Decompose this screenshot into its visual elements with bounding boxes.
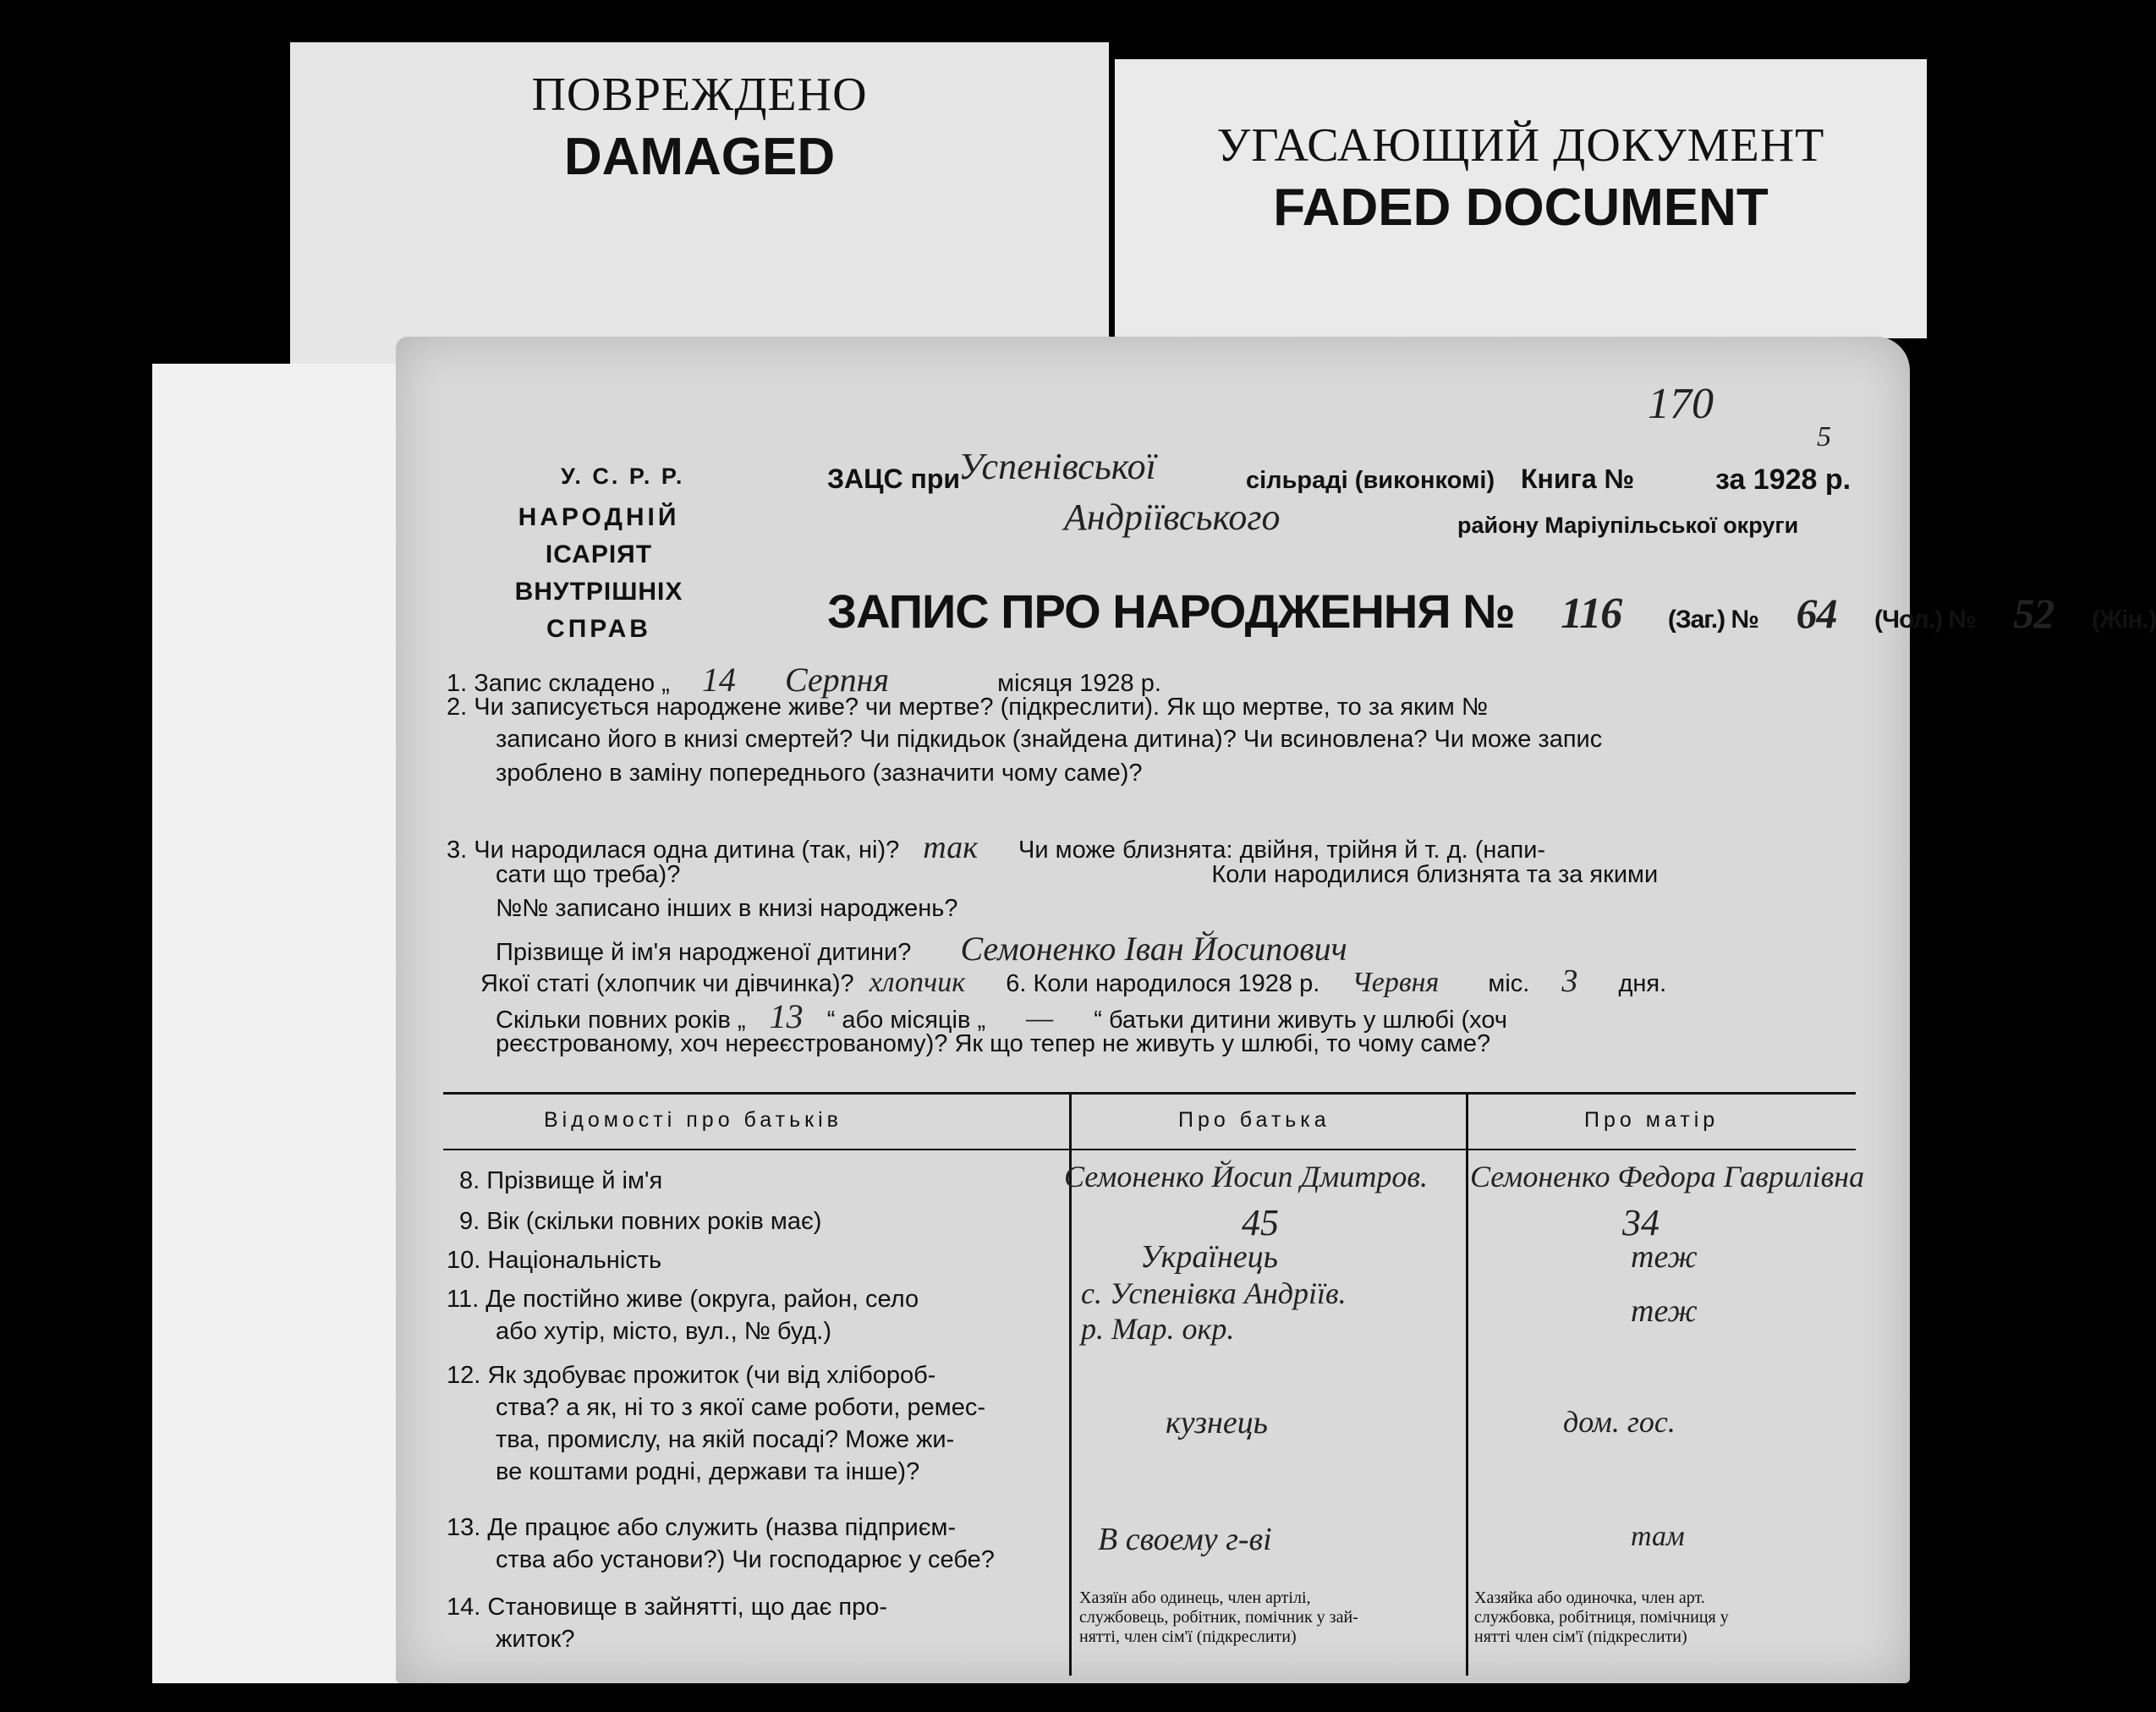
row-14-father-2: службовець, робітник, помічник у зай- bbox=[1079, 1608, 1358, 1627]
row-12-father: кузнець bbox=[1166, 1405, 1268, 1440]
damaged-ru-text: ПОВРЕЖДЕНО bbox=[531, 69, 868, 121]
table-head-mother: Про матір bbox=[1584, 1108, 1720, 1132]
general-label: (Заг.) № bbox=[1667, 606, 1758, 634]
faded-label-card bbox=[1115, 59, 1927, 338]
table-top-rule bbox=[443, 1092, 1856, 1095]
faded-ru-text: УГАСАЮЩИЙ ДОКУМЕНТ bbox=[1216, 119, 1825, 172]
row-8-father: Семоненко Йосип Дмитров. bbox=[1064, 1160, 1428, 1193]
q1-label: 1. Запис складено „ bbox=[447, 670, 670, 697]
ussr-label: У. С. Р. Р. bbox=[561, 464, 685, 489]
q3-line-2a: сати що треба)? bbox=[496, 861, 681, 888]
row-12-question: 12. Як здобуває прожиток (чи від хлібороб- bbox=[447, 1362, 936, 1389]
zags-council: сільраді (виконкомі) bbox=[1246, 467, 1495, 494]
damaged-label-card bbox=[290, 42, 1109, 364]
record-number: 116 bbox=[1561, 590, 1622, 638]
table-head-rule bbox=[443, 1149, 1856, 1150]
table-head-info: Відомості про батьків bbox=[544, 1108, 842, 1132]
q7-years: 13 bbox=[769, 997, 804, 1035]
row-10-mother: теж bbox=[1631, 1239, 1698, 1275]
q7-months-label: “ або місяців „ bbox=[826, 1007, 986, 1034]
row-10-father: Українець bbox=[1140, 1239, 1278, 1275]
row-12-question-3: тва, промислу, на якій посаді? Може жи- bbox=[496, 1426, 955, 1453]
q6-dnya: дня. bbox=[1618, 970, 1667, 997]
zags-prefix: ЗАЦС при bbox=[827, 464, 961, 494]
year-label: за 1928 р. bbox=[1715, 464, 1852, 496]
record-title-text: ЗАПИС ПРО НАРОДЖЕННЯ № bbox=[827, 584, 1515, 638]
row-13-question: 13. Де працює або служить (назва підприєм- bbox=[447, 1514, 957, 1541]
row-13-mother: там bbox=[1631, 1521, 1685, 1552]
ministry-line-3: СПРАВ bbox=[546, 615, 651, 643]
row-13-father: В своему г-ві bbox=[1098, 1522, 1272, 1557]
ministry-line-1: НАРОДНІЙ bbox=[518, 503, 680, 531]
table-divider-2 bbox=[1466, 1092, 1468, 1676]
female-label: (Жін.) bbox=[2091, 606, 2156, 634]
female-number: 52 bbox=[2013, 590, 2055, 637]
q7-months: — bbox=[1026, 1001, 1054, 1034]
faded-en-text: FADED DOCUMENT bbox=[1273, 178, 1769, 237]
row-11-father: с. Успенівка Андріїв. bbox=[1081, 1276, 1347, 1310]
q7-line-2: реєстрованому, хоч нереєстрованому)? Як що тепер не живуть у шлюбі, то чому саме? bbox=[496, 1030, 1491, 1057]
q1-day: 14 bbox=[701, 661, 736, 699]
q6-label: 6. Коли народилося 1928 р. bbox=[1006, 970, 1320, 997]
district-label: району Маріупільської округи bbox=[1457, 513, 1799, 538]
q3-label: 3. Чи народилася одна дитина (так, ні)? bbox=[447, 837, 900, 864]
row-9-father: 45 bbox=[1242, 1202, 1279, 1243]
row-13-question-2: ства або установи?) Чи господарює у себе? bbox=[496, 1546, 995, 1573]
book-label: Книга № bbox=[1521, 464, 1635, 494]
row-14-mother-3: нятті член сім'ї (підкреслити) bbox=[1474, 1627, 1687, 1646]
q3-twins: Чи може близнята: двійня, трійня й т. д. (напи- bbox=[1018, 837, 1546, 864]
archive-sub-number: 5 bbox=[1817, 421, 1831, 453]
row-12-question-4: ве коштами родні, держави та інше)? bbox=[496, 1458, 920, 1485]
q1-suffix: місяця 1928 р. bbox=[997, 670, 1161, 697]
row-9-mother: 34 bbox=[1622, 1202, 1660, 1243]
male-number: 64 bbox=[1796, 590, 1837, 637]
row-14-father-1: Хазяїн або одинець, член артілі, bbox=[1079, 1589, 1311, 1607]
q7-label: Скільки повних років „ bbox=[496, 1007, 746, 1034]
q2-line-2: записано його в книзі смертей? Чи підкидьок (знайдена дитина)? Чи всиновлена? Чи може запис bbox=[496, 726, 1603, 753]
damaged-en-text: DAMAGED bbox=[563, 128, 836, 186]
q6-mis: міс. bbox=[1488, 970, 1530, 997]
q5-answer: хлопчик bbox=[869, 967, 966, 998]
q1-month: Серпня bbox=[784, 661, 890, 699]
row-10-question: 10. Національність bbox=[447, 1247, 662, 1274]
row-14-father-3: нятті, член сім'ї (підкреслити) bbox=[1079, 1627, 1297, 1646]
row-11-question-2: або хутір, місто, вул., № буд.) bbox=[496, 1318, 832, 1345]
q5-row bbox=[480, 963, 1666, 1000]
row-11-father-2: р. Мар. окр. bbox=[1081, 1312, 1235, 1346]
row-8-mother: Семоненко Федора Гаврилівна bbox=[1470, 1160, 1865, 1193]
male-label: (Чол.) № bbox=[1874, 606, 1976, 634]
ministry-line-2: ІСАРІЯТ ВНУТРІШНІХ bbox=[514, 540, 683, 606]
q6-month: Червня bbox=[1352, 967, 1440, 998]
row-11-mother: теж bbox=[1631, 1293, 1698, 1329]
q3-line-3: №№ записано інших в книзі народжень? bbox=[496, 895, 958, 922]
q4-answer: Семоненко Іван Йосипович bbox=[960, 930, 1347, 968]
zags-village: Успенівської bbox=[958, 446, 1156, 487]
q7-tail: “ батьки дитини живуть у шлюбі (хоч bbox=[1094, 1007, 1507, 1034]
q2-line-1: 2. Чи записується народжене живе? чи мертве? (підкреслити). Як що мертве, то за яким № bbox=[447, 694, 1489, 721]
row-14-mother-1: Хазяйка або одиночка, член арт. bbox=[1474, 1589, 1705, 1607]
q3-answer: так bbox=[923, 830, 978, 865]
q6-day: 3 bbox=[1561, 963, 1578, 999]
birth-record-form bbox=[396, 337, 2156, 1683]
q2-line-3: зроблено в заміну попереднього (зазначити чому саме)? bbox=[496, 760, 1143, 787]
row-14-question-2: житок? bbox=[496, 1626, 575, 1653]
q5-label: Якої статі (хлопчик чи дівчинка)? bbox=[480, 970, 854, 997]
row-12-mother: дом. гос. bbox=[1563, 1405, 1676, 1439]
record-title bbox=[827, 584, 2156, 639]
row-9-question: 9. Вік (скільки повних років має) bbox=[459, 1208, 822, 1235]
row-14-question: 14. Становище в зайнятті, що дає про- bbox=[447, 1594, 888, 1621]
row-11-question: 11. Де постійно живе (округа, район, село bbox=[447, 1286, 919, 1313]
row-12-question-2: ства? а як, ні то з якої саме роботи, ремес- bbox=[496, 1394, 986, 1421]
q4-label: Прізвище й ім'я народженої дитини? bbox=[496, 939, 912, 966]
row-8-question: 8. Прізвище й ім'я bbox=[459, 1167, 663, 1194]
q3-line-2b: Коли народилися близнята та за якими bbox=[1211, 861, 1659, 888]
table-head-father: Про батька bbox=[1178, 1108, 1330, 1132]
district-name: Андріївського bbox=[1064, 497, 1281, 538]
archive-number: 170 bbox=[1648, 380, 1714, 428]
q3-line-2 bbox=[496, 861, 1658, 889]
row-14-mother-2: службовка, робітниця, помічниця у bbox=[1474, 1608, 1729, 1627]
ministry-heading bbox=[472, 499, 726, 648]
